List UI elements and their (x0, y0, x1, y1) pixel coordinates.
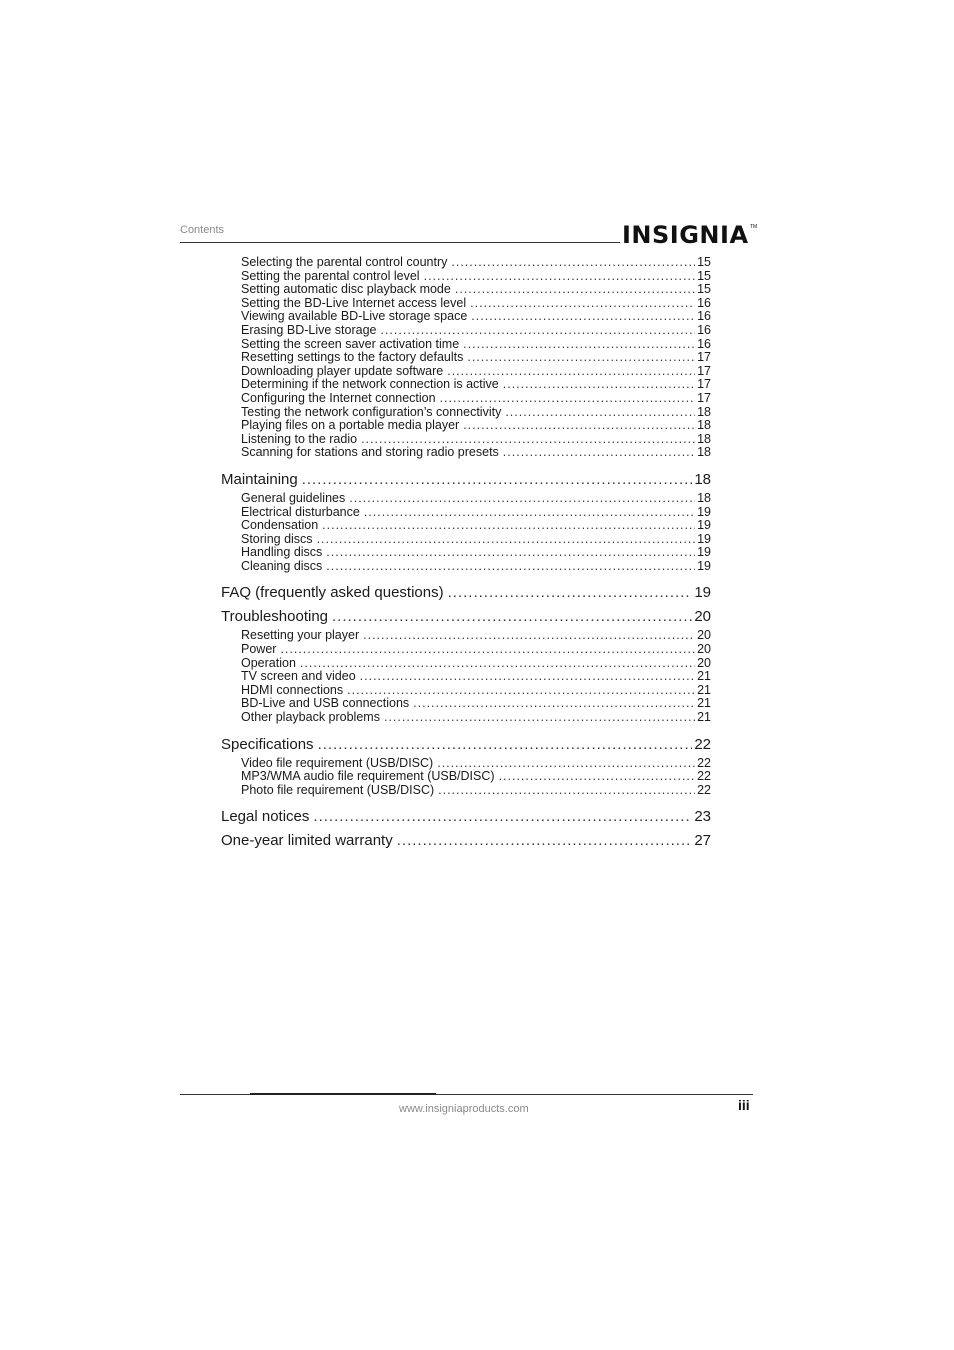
toc-entry-title: BD-Live and USB connections (241, 697, 410, 711)
dot-leader (318, 733, 693, 757)
toc-entry[interactable] (221, 711, 711, 725)
toc-section-title: FAQ (frequently asked questions) (221, 584, 444, 602)
toc-entry[interactable] (221, 757, 711, 771)
toc-entry[interactable] (221, 283, 711, 297)
toc-entry-page: 18 (697, 419, 711, 433)
dot-leader (302, 468, 693, 492)
toc-entry-title: Electrical disturbance (241, 505, 360, 519)
toc-entry[interactable] (221, 270, 711, 284)
toc-entry-title: Listening to the radio (241, 432, 358, 446)
dot-leader (326, 546, 695, 560)
section-spacer (221, 725, 711, 733)
toc-entry-title: Setting the screen saver activation time (241, 337, 460, 351)
table-of-contents (221, 256, 711, 853)
toc-entry-title: Testing the network configuration’s connectivity (241, 405, 502, 419)
toc-entry-title: Video file requirement (USB/DISC) (241, 756, 434, 770)
dot-leader (317, 533, 696, 547)
running-header: Contents (180, 224, 225, 236)
toc-entry-title: Erasing BD-Live storage (241, 323, 377, 337)
toc-section-page: 27 (694, 832, 711, 850)
toc-entry-title: TV screen and video (241, 670, 356, 684)
toc-entry-page: 16 (697, 310, 711, 324)
dot-leader (332, 605, 692, 629)
footer-rule-accent (250, 1093, 436, 1095)
toc-entry-page: 18 (697, 432, 711, 446)
toc-section-title: Maintaining (221, 470, 298, 488)
toc-entry-page: 17 (697, 378, 711, 392)
toc-entry[interactable] (221, 492, 711, 506)
toc-section-legal-notices[interactable] (221, 805, 711, 829)
toc-entry-page: 15 (697, 256, 711, 269)
footer-url: www.insigniaproducts.com (399, 1103, 529, 1115)
dot-leader (463, 338, 695, 352)
toc-entry-page: 19 (697, 546, 711, 560)
toc-section-page: 19 (694, 584, 711, 602)
toc-entry[interactable] (221, 310, 711, 324)
toc-entry[interactable] (221, 657, 711, 671)
toc-entry-page: 19 (697, 519, 711, 533)
toc-entry-page: 15 (697, 269, 711, 283)
toc-entry-title: Viewing available BD-Live storage space (241, 310, 468, 324)
dot-leader (503, 446, 695, 460)
dot-leader (467, 351, 695, 365)
toc-entry-title: Handling discs (241, 546, 323, 560)
dot-leader (499, 770, 696, 784)
toc-entry-page: 17 (697, 364, 711, 378)
toc-entry-title: HDMI connections (241, 683, 344, 697)
dot-leader (326, 560, 695, 574)
toc-section-faq[interactable] (221, 581, 711, 605)
toc-entry-page: 16 (697, 296, 711, 310)
toc-entry-title: Resetting settings to the factory defaults (241, 351, 464, 365)
dot-leader (505, 406, 695, 420)
dot-leader (360, 670, 695, 684)
dot-leader (363, 629, 695, 643)
toc-section-specifications[interactable] (221, 733, 711, 757)
toc-entry[interactable] (221, 365, 711, 379)
toc-entry-page: 20 (697, 656, 711, 670)
toc-entry-title: Determining if the network connection is active (241, 378, 499, 392)
toc-entry-title: Storing discs (241, 532, 313, 546)
toc-entry-page: 18 (697, 446, 711, 460)
section-spacer (221, 460, 711, 468)
toc-entry[interactable] (221, 546, 711, 560)
toc-entry[interactable] (221, 784, 711, 798)
toc-entry-title: Downloading player update software (241, 364, 444, 378)
toc-entry-title: Scanning for stations and storing radio presets (241, 446, 499, 460)
toc-entry-page: 20 (697, 629, 711, 643)
dot-leader (364, 506, 695, 520)
insignia-logo (622, 214, 756, 254)
toc-entry[interactable] (221, 533, 711, 547)
toc-entry-title: Playing files on a portable media player (241, 419, 460, 433)
toc-entry[interactable] (221, 670, 711, 684)
section-spacer (221, 573, 711, 581)
toc-entry-page: 22 (697, 770, 711, 784)
toc-entry-page: 16 (697, 337, 711, 351)
toc-entry[interactable] (221, 338, 711, 352)
toc-entry[interactable] (221, 297, 711, 311)
toc-section-warranty[interactable] (221, 829, 711, 853)
toc-entry-page: 18 (697, 405, 711, 419)
toc-entry-title: Resetting your player (241, 629, 360, 643)
dot-leader (413, 697, 695, 711)
toc-section-title: Specifications (221, 735, 314, 753)
toc-entry[interactable] (221, 629, 711, 643)
dot-leader (361, 433, 695, 447)
dot-leader (347, 684, 695, 698)
logo-trademark: TM (750, 224, 758, 230)
toc-section-title: One-year limited warranty (221, 832, 393, 850)
dot-leader (451, 256, 695, 270)
toc-entry-page: 17 (697, 391, 711, 405)
toc-section-page: 20 (694, 608, 711, 626)
dot-leader (280, 643, 695, 657)
toc-entry-page: 19 (697, 559, 711, 573)
toc-entry[interactable] (221, 684, 711, 698)
toc-section-page: 22 (694, 735, 711, 753)
toc-entry-title: MP3/WMA audio file requirement (USB/DISC) (241, 770, 495, 784)
dot-leader (440, 392, 696, 406)
toc-entry[interactable] (221, 392, 711, 406)
section-spacer (221, 797, 711, 805)
toc-entry[interactable] (221, 519, 711, 533)
toc-entry-title: Cleaning discs (241, 559, 323, 573)
toc-entry[interactable] (221, 433, 711, 447)
toc-entry-page: 22 (697, 783, 711, 797)
toc-section-title: Legal notices (221, 808, 310, 826)
toc-entry[interactable] (221, 324, 711, 338)
dot-leader (384, 711, 695, 725)
toc-entry-page: 16 (697, 323, 711, 337)
toc-entry-title: Configuring the Internet connection (241, 391, 436, 405)
toc-entry[interactable] (221, 256, 711, 270)
toc-entry-title: Condensation (241, 519, 319, 533)
toc-entry[interactable] (221, 697, 711, 711)
toc-section-title: Troubleshooting (221, 608, 329, 626)
dot-leader (437, 757, 695, 771)
dot-leader (471, 310, 695, 324)
dot-leader (447, 365, 695, 379)
toc-section-page: 23 (694, 808, 711, 826)
dot-leader (322, 519, 695, 533)
toc-entry-title: Setting the BD-Live Internet access level (241, 296, 467, 310)
toc-entry[interactable] (221, 406, 711, 420)
dot-leader (455, 283, 695, 297)
toc-entry-title: Power (241, 643, 277, 657)
toc-section-page: 18 (694, 470, 711, 488)
toc-entry-title: Operation (241, 656, 296, 670)
toc-entry-page: 21 (697, 670, 711, 684)
page-number: iii (738, 1097, 750, 1113)
dot-leader (438, 784, 695, 798)
toc-entry-title: General guidelines (241, 491, 346, 505)
dot-leader (470, 297, 695, 311)
toc-entry-title: Photo file requirement (USB/DISC) (241, 783, 435, 797)
toc-section-maintaining[interactable] (221, 468, 711, 492)
toc-entry-page: 18 (697, 491, 711, 505)
logo-text: INSIGNIA (622, 221, 749, 249)
dot-leader (397, 829, 693, 853)
toc-entry-page: 17 (697, 351, 711, 365)
dot-leader (313, 805, 692, 829)
toc-entry-title: Other playback problems (241, 711, 380, 725)
toc-entry-page: 15 (697, 283, 711, 297)
dot-leader (380, 324, 695, 338)
toc-entry[interactable] (221, 446, 711, 460)
dot-leader (463, 419, 695, 433)
toc-entry[interactable] (221, 506, 711, 520)
toc-entry-page: 22 (697, 756, 711, 770)
dot-leader (300, 657, 695, 671)
toc-entry-title: Setting the parental control level (241, 269, 420, 283)
toc-entry-page: 21 (697, 683, 711, 697)
toc-entry-title: Setting automatic disc playback mode (241, 283, 451, 297)
dot-leader (424, 270, 696, 284)
toc-entry[interactable] (221, 643, 711, 657)
toc-section-troubleshooting[interactable] (221, 605, 711, 629)
toc-entry-page: 19 (697, 532, 711, 546)
toc-entry[interactable] (221, 378, 711, 392)
dot-leader (448, 581, 693, 605)
toc-entry-page: 21 (697, 711, 711, 725)
toc-entry[interactable] (221, 351, 711, 365)
dot-leader (503, 378, 695, 392)
toc-entry-page: 21 (697, 697, 711, 711)
header-rule (180, 242, 620, 243)
dot-leader (349, 492, 695, 506)
toc-entry-title: Selecting the parental control country (241, 256, 448, 269)
toc-entry[interactable] (221, 560, 711, 574)
toc-entry[interactable] (221, 419, 711, 433)
toc-entry[interactable] (221, 770, 711, 784)
toc-entry-page: 19 (697, 505, 711, 519)
toc-entry-page: 20 (697, 643, 711, 657)
